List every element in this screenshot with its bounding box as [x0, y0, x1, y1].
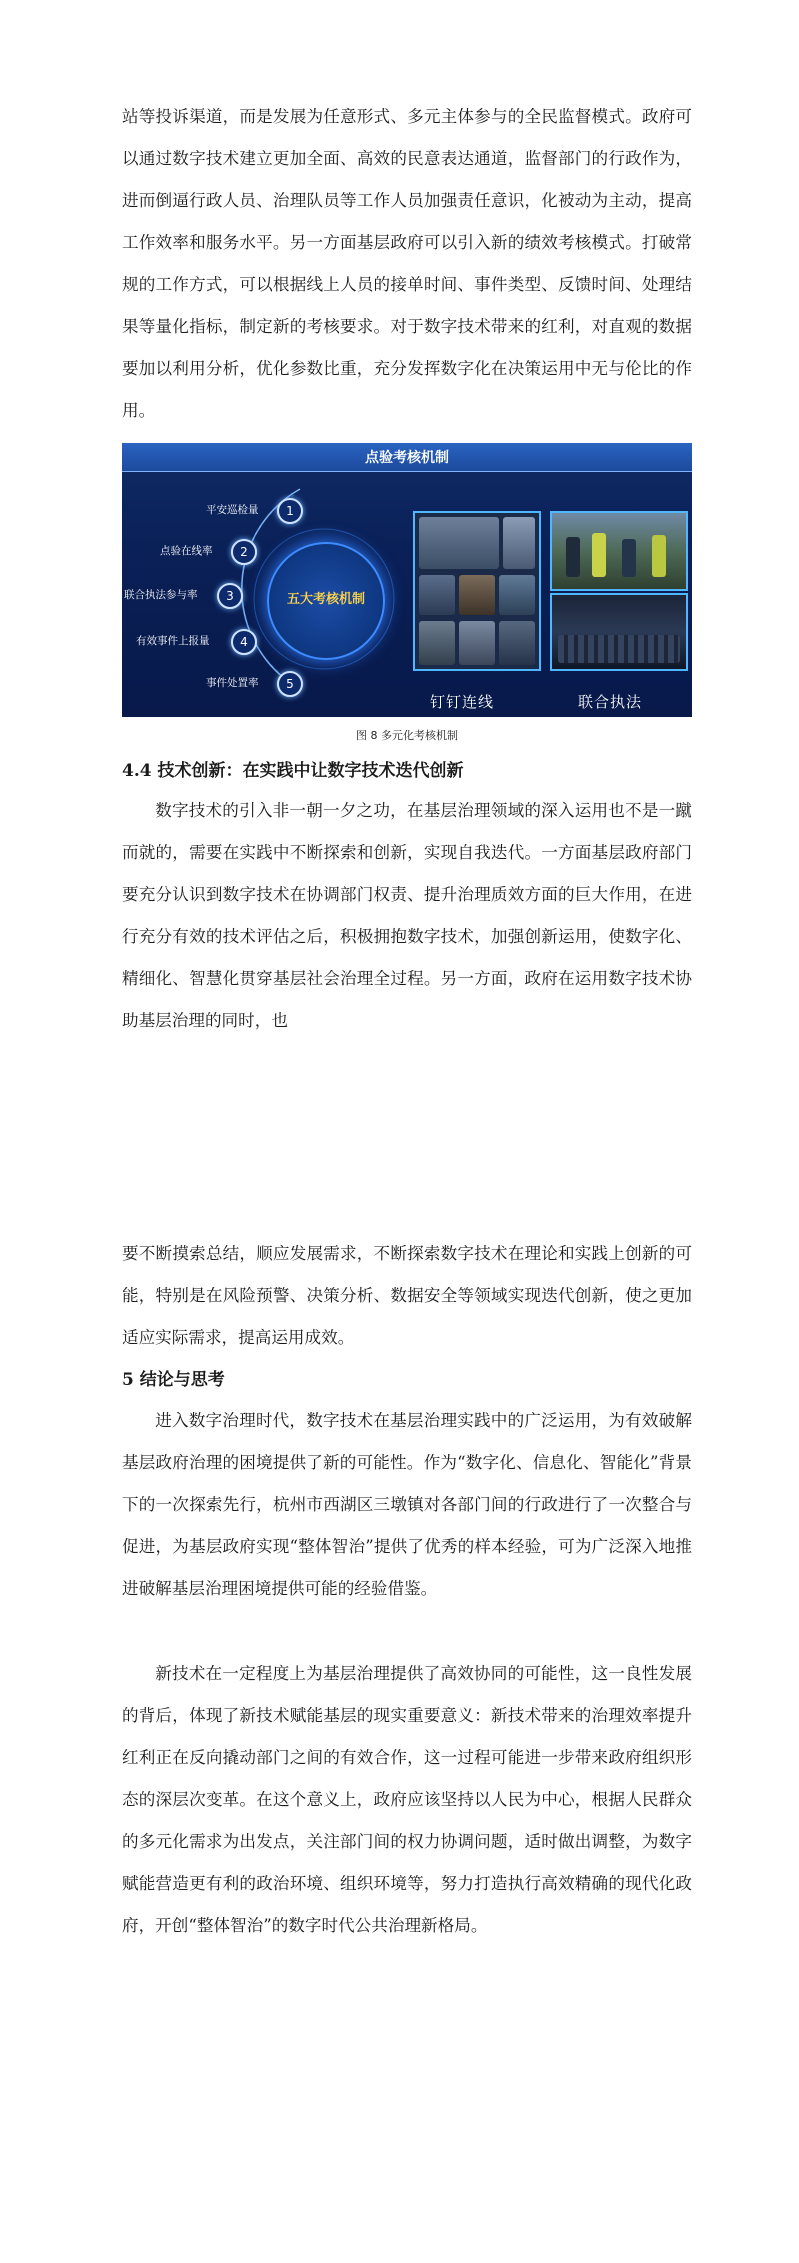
- figure-item-label-1: 平安巡检量: [206, 504, 259, 516]
- figure-crowd: [558, 635, 680, 663]
- video-tile: [419, 517, 499, 569]
- figure-item-label-5: 事件处置率: [206, 677, 259, 689]
- photo-joint-enforcement-bottom: [550, 593, 688, 671]
- video-tile: [499, 575, 535, 615]
- figure-item-label-2: 点验在线率: [160, 545, 213, 557]
- video-tile: [419, 621, 455, 665]
- figure-item-num-5: 5: [277, 671, 303, 697]
- paragraph-5-part2: 新技术在一定程度上为基层治理提供了高效协同的可能性，这一良性发展的背后，体现了新技术赋能基层的现实重要意义：新技术带来的治理效率提升红利正在反向撬动部门之间的有效合作，这一过程可能进一步带来政府组织形态的深层次变革。在这个意义上，政府应该坚持以人民为中心，根据人民群众的多元化需求为出发点，关注部门间的权力协调问题，适时做出调整，为数字赋能营造更有利的政治环境、组织环境等，努力打造执行高效精确的现代化政府，开创“整体智治”的数字时代公共治理新格局。: [122, 1664, 692, 1935]
- figure-item-label-4: 有效事件上报量: [136, 635, 210, 647]
- video-tile: [459, 621, 495, 665]
- figure-person: [592, 533, 606, 577]
- figure-item-num-3: 3: [217, 583, 243, 609]
- figure-center-circle: [267, 542, 385, 660]
- video-tile: [459, 575, 495, 615]
- video-tile: [419, 575, 455, 615]
- video-tile: [503, 517, 535, 569]
- figure-title: 点验考核机制: [365, 450, 449, 466]
- paragraph-5-part1: 进入数字治理时代，数字技术在基层治理实践中的广泛运用，为有效破解基层政府治理的困境提供了新的可能性。作为“数字化、信息化、智能化”背景下的一次探索先行，杭州市西湖区三墩镇对各部门间的行政进行了一次整合与促进，为基层政府实现“整体智治”提供了优秀的样本经验，可为广泛深入地推进破解基层治理困境提供可能的经验借鉴。: [122, 1411, 692, 1598]
- figure-item-num-2: 2: [231, 539, 257, 565]
- paragraph-4-4-part2: 要不断摸索总结，顺应发展需求，不断探索数字技术在理论和实践上创新的可能，特别是在风险预警、决策分析、数据安全等领域实现迭代创新，使之更加适应实际需求，提高运用成效。: [122, 1244, 692, 1347]
- paragraph-intro: 站等投诉渠道，而是发展为任意形式、多元主体参与的全民监督模式。政府可以通过数字技术建立更加全面、高效的民意表达通道，监督部门的行政作为，进而倒逼行政人员、治理队员等工作人员加强责任意识，化被动为主动，提高工作效率和服务水平。另一方面基层政府可以引入新的绩效考核模式。打破常规的工作方式，可以根据线上人员的接单时间、事件类型、反馈时间、处理结果等量化指标，制定新的考核要求。对于数字技术带来的红利，对直观的数据要加以利用分析，优化参数比重，充分发挥数字化在决策运用中无与伦比的作用。: [122, 107, 692, 420]
- figure-person: [566, 537, 580, 577]
- figure-assessment-mechanism: [122, 443, 692, 717]
- video-tile: [499, 621, 535, 665]
- photo-right-caption: 联合执法: [578, 693, 643, 711]
- photo-dingtalk-grid: [413, 511, 541, 671]
- figure-item-num-1: 1: [277, 498, 303, 524]
- photo-joint-enforcement-top: [550, 511, 688, 591]
- figure-center-label: 五大考核机制: [286, 592, 365, 607]
- paragraph-4-4-part1: 数字技术的引入非一朝一夕之功，在基层治理领域的深入运用也不是一蹴而就的，需要在实践中不断探索和创新，实现自我迭代。一方面基层政府部门要充分认识到数字技术在协调部门权责、提升治理质效方面的巨大作用，在进行充分有效的技术评估之后，积极拥抱数字技术，加强创新运用，使数字化、精细化、智慧化贯穿基层社会治理全过程。另一方面，政府在运用数字技术协助基层治理的同时，也: [122, 801, 692, 1030]
- section-heading-4-4: 4.4 技术创新：在实践中让数字技术迭代创新: [122, 761, 464, 781]
- figure-caption: 图 8 多元化考核机制: [356, 729, 458, 742]
- photo-left-caption: 钉钉连线: [430, 693, 495, 711]
- figure-item-label-3: 联合执法参与率: [124, 589, 198, 601]
- figure-person: [652, 535, 666, 577]
- section-heading-5: 5 结论与思考: [122, 1370, 225, 1390]
- figure-item-num-4: 4: [231, 629, 257, 655]
- figure-person: [622, 539, 636, 577]
